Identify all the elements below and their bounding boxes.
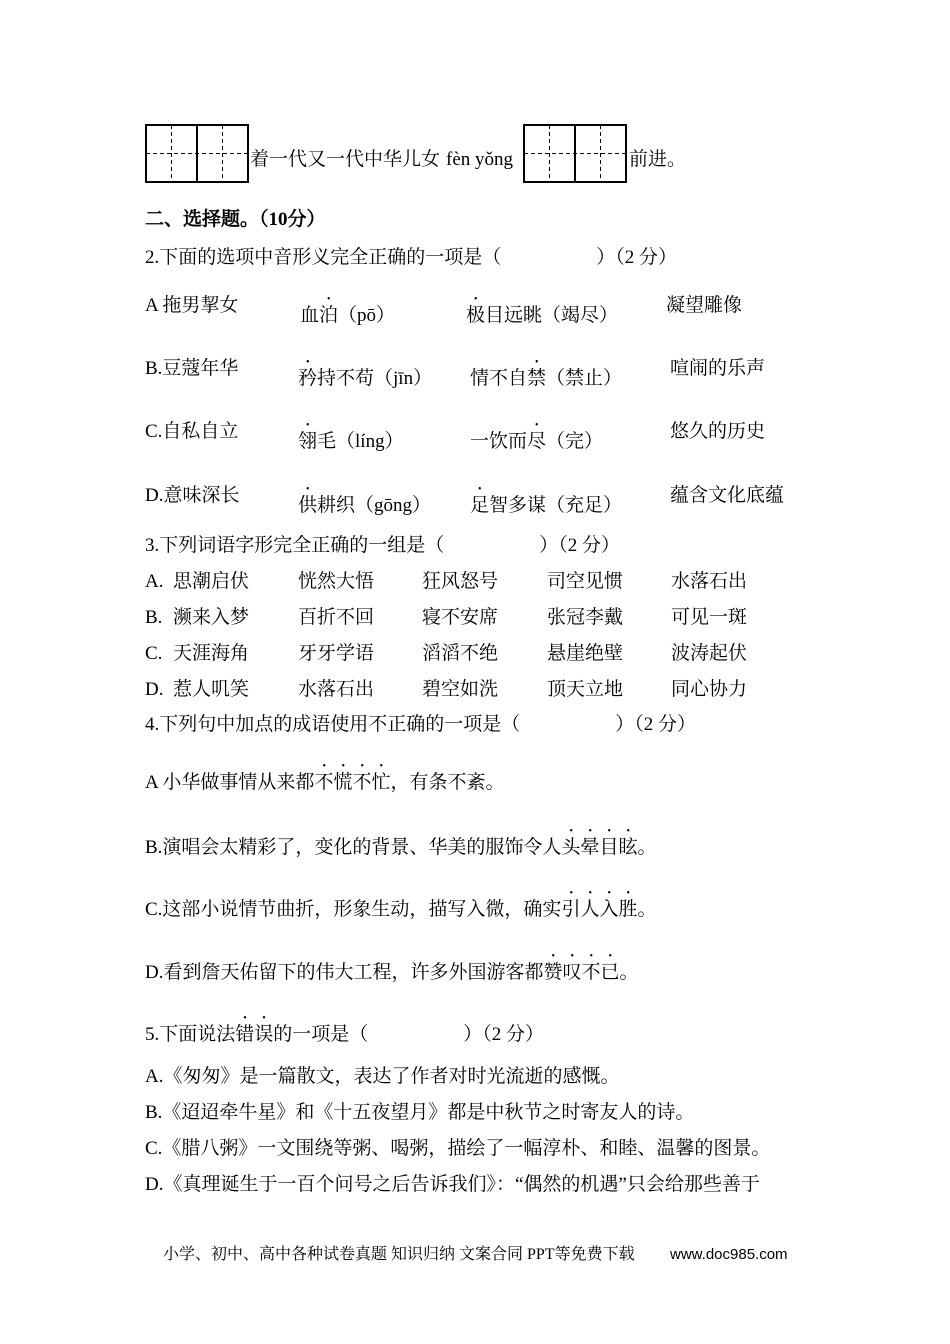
plain-text: 耕织（gōng） — [317, 495, 432, 516]
q3-option-label: B. — [145, 607, 163, 628]
dotted-character: 极 — [466, 305, 486, 326]
q4-option-c — [145, 888, 657, 920]
q3-option-a — [0, 570, 950, 594]
q3-word: 恍然大悟 — [298, 571, 375, 592]
fill-line-text-after: 前进。 — [629, 149, 687, 170]
dotted-character: 翎 — [298, 431, 318, 452]
plain-text: ，有条不紊。 — [390, 772, 505, 793]
plain-text: 。 — [619, 962, 639, 983]
q3-word: 水落石出 — [298, 679, 375, 700]
section-title: 二、选择题。（10分） — [145, 209, 326, 230]
plain-text: A 小华做事情从来都 — [145, 772, 315, 793]
dotted-idiom: 头晕目眩 — [561, 837, 638, 858]
q3-word: 狂风怒号 — [422, 571, 499, 592]
q2-option-a-item-4: 凝望雕像 — [666, 295, 743, 316]
fill-line-text — [250, 148, 513, 172]
plain-text: 的一项是（ ）（2 分） — [273, 1024, 545, 1045]
q2-option-c-item-3 — [470, 420, 603, 454]
dotted-idiom: 不慌不忙 — [314, 772, 391, 793]
plain-text: 情不自 — [470, 368, 528, 389]
q2-option-b-item-1: B.豆蔻年华 — [145, 358, 239, 379]
q3-word: 顶天立地 — [547, 679, 624, 700]
q2-option-a — [0, 294, 950, 326]
q3-word: 濒来入梦 — [173, 607, 250, 628]
q3-word: 寝不安席 — [422, 607, 499, 628]
plain-text: （pō） — [338, 305, 396, 326]
q3-option-label: D. — [145, 679, 164, 700]
plain-text: 智多谋（充足） — [489, 495, 623, 516]
q3-word: 可见一斑 — [671, 607, 748, 628]
q5-option-c: C.《腊八粥》一文围绕等粥、喝粥，描绘了一幅淳朴、和睦、温馨的图景。 — [145, 1138, 771, 1159]
dotted-character: 尽 — [527, 431, 547, 452]
q2-option-a-item-3 — [466, 294, 618, 328]
q2-option-a-item-2 — [300, 294, 395, 328]
q3-word: 百折不回 — [298, 607, 375, 628]
q4-option-d — [145, 951, 639, 983]
plain-text: （禁止） — [546, 368, 623, 389]
q2-option-d-item-1: D.意味深长 — [145, 485, 240, 506]
q4-option-b — [145, 826, 657, 858]
q3-word: 天涯海角 — [173, 643, 250, 664]
q3-option-label: C. — [145, 643, 163, 664]
q5-option-d: D.《真理诞生于一百个问号之后告诉我们》：“偶然的机遇”只会给那些善于 — [145, 1174, 760, 1195]
q3-word: 司空见惯 — [547, 571, 624, 592]
plain-text: 毛（líng） — [317, 431, 404, 452]
q2-option-d-item-3 — [470, 484, 622, 518]
q3-option-c — [0, 642, 950, 666]
fill-line-pinyin: fèn yǒng — [446, 149, 514, 170]
fill-line-text-before: 着一代又一代中华儿女 — [250, 149, 441, 170]
plain-text: 。 — [637, 837, 657, 858]
plain-text: 一饮而 — [470, 431, 528, 452]
page-footer — [0, 1243, 950, 1267]
writing-grid-box-1 — [145, 124, 249, 183]
q3-option-d — [0, 678, 950, 702]
q2-option-c-item-4: 悠久的历史 — [670, 421, 766, 442]
dotted-character: 禁 — [527, 368, 547, 389]
dotted-character: 泊 — [319, 305, 339, 326]
q5-option-a: A.《匆匆》是一篇散文，表达了作者对时光流逝的感慨。 — [145, 1066, 620, 1087]
dotted-character: 足 — [470, 495, 490, 516]
q2-option-c-item-1: C.自私自立 — [145, 421, 239, 442]
plain-text: C.这部小说情节曲折，形象生动，描写入微，确实 — [145, 899, 562, 920]
plain-text: 血 — [300, 305, 320, 326]
q2-option-a-item-1: A 拖男挈女 — [145, 295, 239, 316]
plain-text: D.看到詹天佑留下的伟大工程，许多外国游客都 — [145, 962, 544, 983]
q3-word: 碧空如洗 — [422, 679, 499, 700]
q3-word: 惹人叽笑 — [173, 679, 250, 700]
q2-option-b — [0, 357, 950, 389]
plain-text: 5.下面说法 — [145, 1024, 236, 1045]
q4-option-a — [145, 761, 505, 793]
plain-text: B.演唱会太精彩了，变化的背景、华美的服饰令人 — [145, 837, 562, 858]
q2-option-b-item-2 — [298, 357, 432, 391]
q3-word: 滔滔不绝 — [422, 643, 499, 664]
q3-word: 思潮启伏 — [173, 571, 250, 592]
q2-option-d-item-2 — [298, 484, 431, 518]
dotted-character: 矜 — [298, 368, 318, 389]
q2-option-c — [0, 420, 950, 452]
question-3-stem: 3.下列词语字形完全正确的一组是（ ）（2 分） — [145, 535, 621, 556]
q3-option-label: A. — [145, 571, 164, 592]
q3-option-b — [0, 606, 950, 630]
question-4-stem: 4.下列句中加点的成语使用不正确的一项是（ ）（2 分） — [145, 714, 697, 735]
q3-word: 同心协力 — [671, 679, 748, 700]
plain-text: 目远眺（竭尽） — [485, 305, 619, 326]
question-5-stem — [145, 1013, 545, 1045]
footer-text: 小学、初中、高中各种试卷真题 知识归纳 文案合同 PPT等免费下载 — [163, 1246, 635, 1263]
dotted-idiom: 赞叹不已 — [543, 962, 620, 983]
q5-option-b: B.《迢迢牵牛星》和《十五夜望月》都是中秋节之时寄友人的诗。 — [145, 1102, 695, 1123]
q3-word: 水落石出 — [671, 571, 748, 592]
question-2-stem: 2.下面的选项中音形义完全正确的一项是（ ）（2 分） — [145, 247, 678, 268]
q3-word: 张冠李戴 — [547, 607, 624, 628]
q3-word: 波涛起伏 — [671, 643, 748, 664]
dotted-character: 供 — [298, 495, 318, 516]
q3-word: 悬崖绝壁 — [547, 643, 624, 664]
plain-text: 。 — [637, 899, 657, 920]
dotted-word: 错误 — [235, 1024, 274, 1045]
plain-text: 持不苟（jīn） — [317, 368, 433, 389]
q2-option-b-item-3 — [470, 357, 622, 391]
q2-option-d — [0, 484, 950, 516]
dotted-idiom: 引人入胜 — [561, 899, 638, 920]
q3-word: 牙牙学语 — [298, 643, 375, 664]
q2-option-c-item-2 — [298, 420, 404, 454]
footer-url: www.doc985.com — [670, 1246, 788, 1263]
q2-option-b-item-4: 喧闹的乐声 — [670, 358, 766, 379]
writing-grid-box-2 — [523, 124, 627, 183]
plain-text: （完） — [546, 431, 604, 452]
q2-option-d-item-4: 蕴含文化底蕴 — [670, 485, 785, 506]
